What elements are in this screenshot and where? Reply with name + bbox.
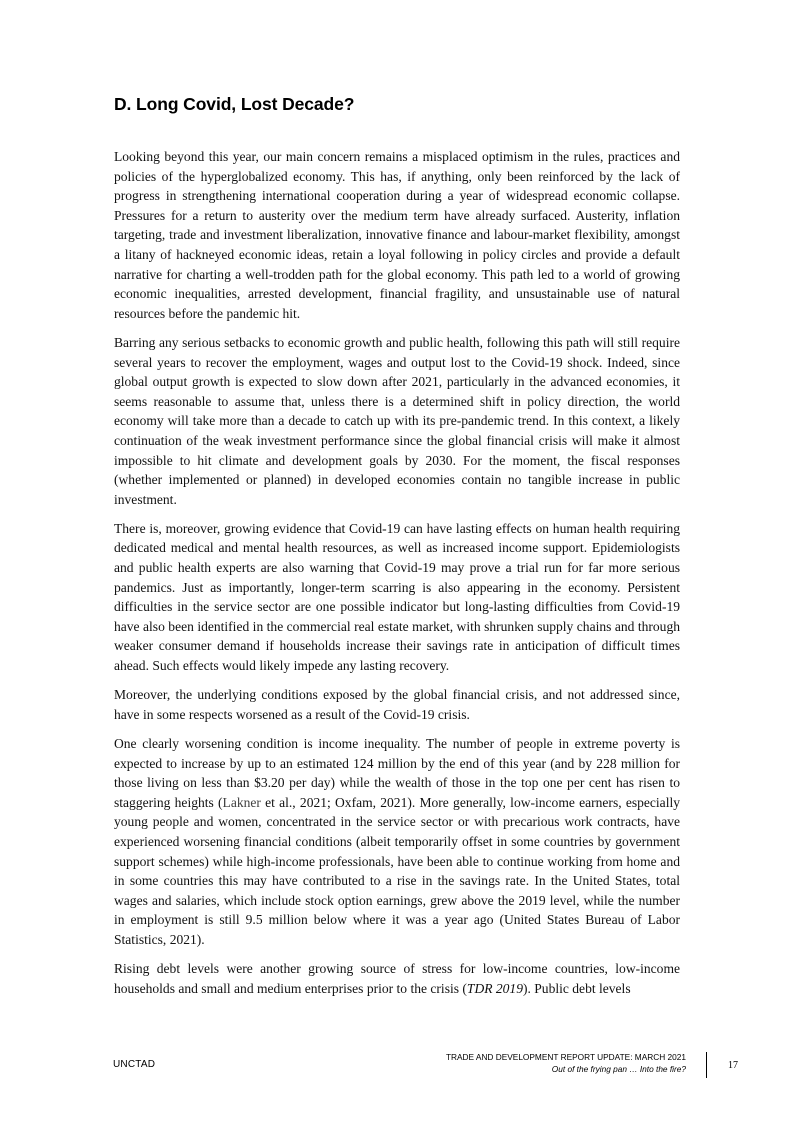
paragraph-4: Moreover, the underlying conditions exposed by the global financial crisis, and not addressed since, have in some respects worsened as a result of the Covid-19 crisis. — [114, 687, 680, 722]
footer-report-subtitle: Out of the frying pan … Into the fire? — [551, 1063, 686, 1074]
footer-organization: UNCTAD — [113, 1059, 156, 1070]
footer-report-info — [446, 1052, 686, 1075]
body-text — [114, 147, 680, 1008]
paragraph-6-text-b: ). Public debt levels — [522, 980, 631, 996]
paragraph-3: There is, moreover, growing evidence that Covid-19 can have lasting effects on human health requiring dedicated medical and mental health resources, as well as increased income support. Epidemiologists and public health experts are also warning that Covid-19 may prove a trial run for far more serious pandemics. Just as importantly, longer-term scarring is also appearing in the economy. Persistent difficulties in the service sector are one possible indicator but long-lasting difficulties from Covid-19 have also been identified in the commercial real estate market, with shrunken supply chains and through weaker consumer demand if households increase their savings rate in anticipation of difficult times ahead. Such effects would likely impede any lasting recovery. — [114, 520, 680, 674]
footer-divider — [706, 1052, 707, 1078]
paragraph-5-text-b: et al., 2021; Oxfam, 2021). More generally, low-income earners, especially young people and women, concentrated in the service sector or with precarious work contracts, have experienced worsening financial conditions (albeit temporarily offset in some countries by government support schemes) while high-income professionals, have been able to continue working from home and in some countries this may have contributed to a rise in the savings rate. In the United States, total wages and salaries, which include stock option earnings, grew above the 2019 level, while the number in employment is still 9.5 million below where it was a year ago (United States Bureau of Labor Statistics, 2021). — [114, 794, 680, 947]
paragraph-5-text-a: One clearly worsening condition is income inequality. The number of people in extreme poverty is expected to increase by up to an estimated 124 million by the end of this year (and by 228 million for those living on less than $3.20 per day) while the wealth of those in the top one per cent has risen to staggering heights ( — [114, 736, 680, 810]
paragraph-5 — [114, 734, 680, 950]
footer-report-title: TRADE AND DEVELOPMENT REPORT UPDATE: MARCH 2021 — [445, 1052, 686, 1062]
paragraph-1: Looking beyond this year, our main concern remains a misplaced optimism in the rules, practices and policies of the hyperglobalized economy. This has, if anything, only been reinforced by the lack of progress in strengthening international cooperation during a year of widespread economic collapse. Pressures for a return to austerity over the medium term have already surfaced. Austerity, inflation targeting, trade and investment liberalization, innovative finance and labour-market flexibility, amongst a litany of hackneyed economic ideas, retain a loyal following in policy circles and provide a default narrative for charting a well-trodden path for the global economy. This path led to a world of growing economic inequalities, arrested development, financial fragility, and unsustainable use of natural resources before the pandemic hit. — [114, 149, 680, 321]
lakner-citation-link[interactable]: Lakner — [222, 794, 261, 810]
section-heading: D. Long Covid, Lost Decade? — [114, 94, 355, 114]
paragraph-6-text-a: Rising debt levels were another growing source of stress for low-income countries, low-income households and small and medium enterprises prior to the crisis ( — [114, 961, 680, 996]
tdr-reference: TDR 2019 — [466, 980, 523, 996]
paragraph-6 — [114, 959, 680, 998]
page-number: 17 — [728, 1060, 738, 1071]
paragraph-2: Barring any serious setbacks to economic growth and public health, following this path will still require several years to recover the employment, wages and output lost to the Covid-19 shock. Indeed, since global output growth is expected to slow down after 2021, particularly in the advanced economies, it seems reasonable to assume that, unless there is a determined shift in policy direction, the world economy will take more than a decade to catch up with its pre-pandemic trend. In this context, a likely continuation of the weak investment performance since the global financial crisis will make it almost impossible to hit climate and development goals by 2030. For the moment, the fiscal responses (whether implemented or planned) in developed economies contain no tangible increase in public investment. — [114, 334, 680, 507]
